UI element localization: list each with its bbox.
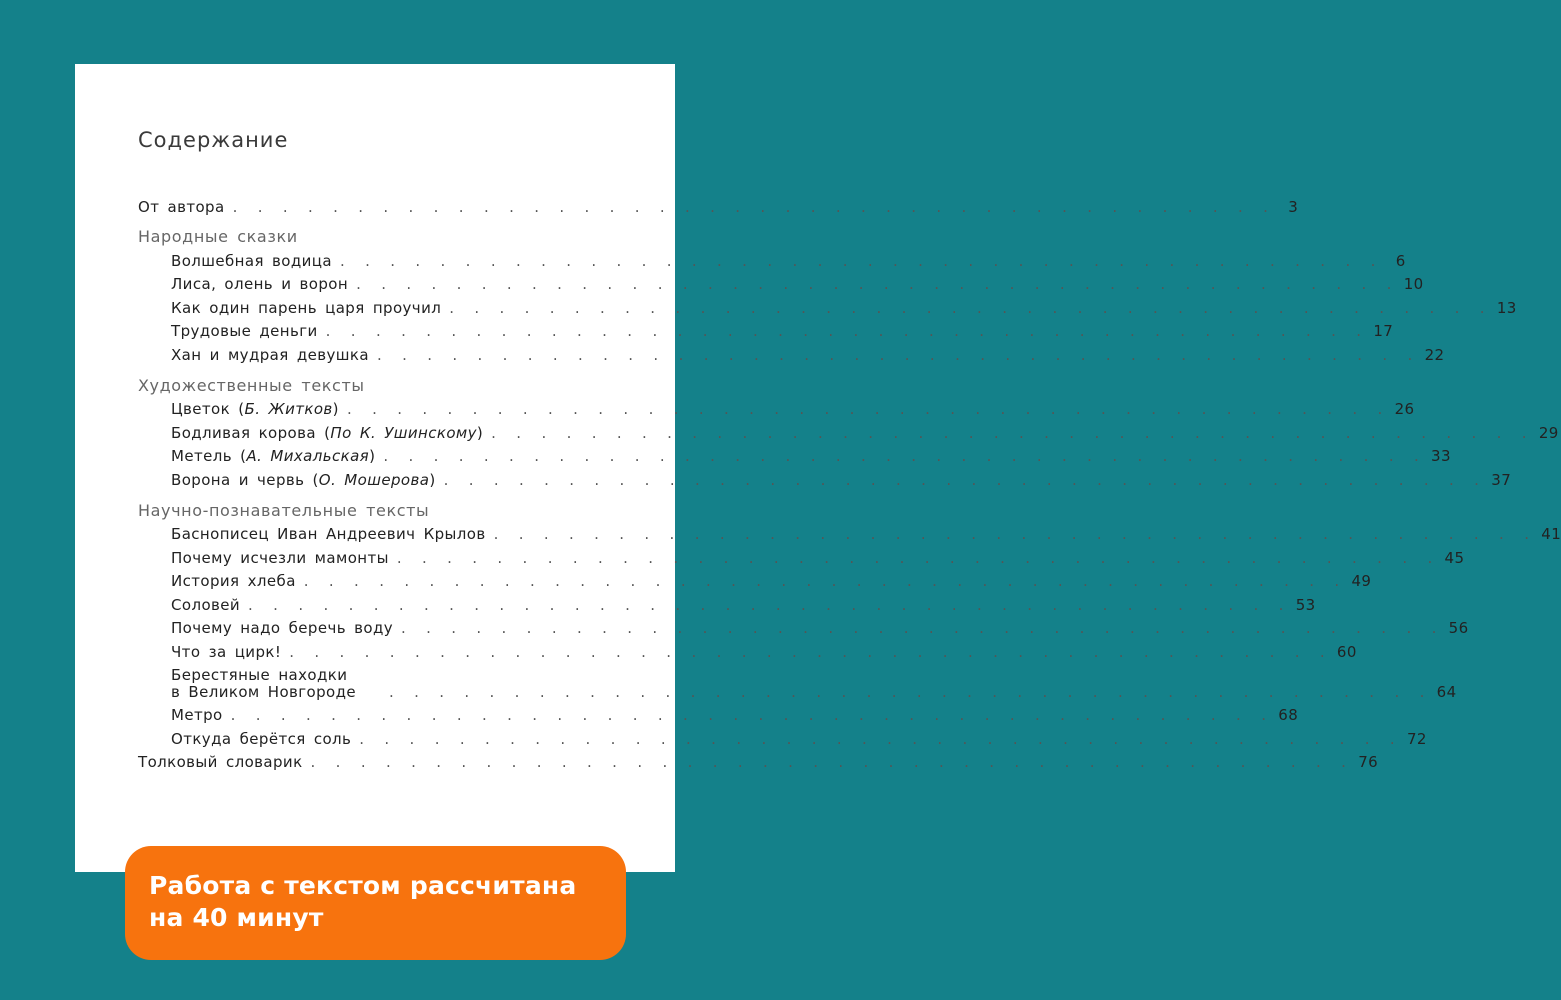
toc-entry: Почему надо беречь воду . . . . . . . . . . . . . . . . . . . . . . . . . . . . . . . . . . . . . . . . . . 56 [171,619,1469,637]
toc-entry: Берестяные находки в Великом Новгороде . . . . . . . . . . . . . . . . . . . . . . . . . . . . . . . . . . . . . . . . . . 64 [171,665,1457,701]
toc-leader-dots: . . . . . . . . . . . . . . . . . . . . . . . . . . . . . . . . . . . . . . . . . . [230,706,1273,724]
author-name: А. Михальская [246,447,370,465]
toc-entry-label: От автора [138,198,225,216]
toc-leader-dots: . . . . . . . . . . . . . . . . . . . . . . . . . . . . . . . . . . . . . . . . . . [232,198,1275,216]
toc-entry: Ворона и червь (О. Мошерова) . . . . . . . . . . . . . . . . . . . . . . . . . . . . . . . . . . . . . . . . . . 37 [171,470,1512,489]
toc-entry: Цветок (Б. Житков) . . . . . . . . . . . . . . . . . . . . . . . . . . . . . . . . . . . . . . . . . . 26 [171,400,1415,418]
toc-entry: История хлеба . . . . . . . . . . . . . . . . . . . . . . . . . . . . . . . . . . . . . . . . . . 49 [171,572,1372,590]
toc-leader-dots: . . . . . . . . . . . . . . . . . . . . . . . . . . . . . . . . . . . . . . . . . . [310,753,1353,771]
toc-leader-dots: . . . . . . . . . . . . . . . . . . . . . . . . . . . . . . . . . . . . . . . . . . [289,642,1331,661]
toc-entry-glossary: Толковый словарик . . . . . . . . . . . . . . . . . . . . . . . . . . . . . . . . . . . . . . . . . . 76 [138,753,1379,771]
toc-entry-line1: Берестяные находки [171,665,348,684]
toc-leader-dots: . . . . . . . . . . . . . . . . . . . . . . . . . . . . . . . . . . . . . . . . . . [401,619,1443,637]
toc-leader-dots: . . . . . . . . . . . . . . . . . . . . . . . . . . . . . . . . . . . . . . . . . . [303,572,1346,590]
reading-time-banner [125,846,626,960]
author-name: По К. Ушинскому [330,423,477,442]
book-page [75,64,1561,872]
table-of-contents [138,192,1561,771]
toc-leader-dots: . . . . . . . . . . . . . . . . . . . . . . . . . . . . . . . . . . . . . . . . . . [325,322,1368,340]
toc-title: Содержание [138,128,289,152]
toc-entry: Почему исчезли мамонты . . . . . . . . . . . . . . . . . . . . . . . . . . . . . . . . . . . . . . . . . . 45 [171,548,1465,567]
toc-leader-dots: . . . . . . . . . . . . . . . . . . . . . . . . . . . . . . . . . . . . . . . . . . [248,595,1290,614]
toc-section-heading: Научно-познавательные тексты [138,500,430,520]
toc-entry: Баснописец Иван Андреевич Крылов . . . . . . . . . . . . . . . . . . . . . . . . . . . . . . . . . . . . . . . . . . 41 [171,525,1561,543]
toc-leader-dots: . . . . . . . . . . . . . . . . . . . . . . . . . . . . . . . . . . . . . . . . . . [443,470,1486,489]
toc-entry: Хан и мудрая девушка . . . . . . . . . . . . . . . . . . . . . . . . . . . . . . . . . . . . . . . . . . 22 [171,345,1445,364]
toc-leader-dots: . . . . . . . . . . . . . . . . . . . . . . . . . . . . . . . . . . . . . . . . . . [449,298,1491,317]
toc-section-heading: Художественные тексты [138,375,365,395]
toc-entry: Бодливая корова (По К. Ушинскому) . . . . . . . . . . . . . . . . . . . . . . . . . . . . . . . . . . . . . . . . . . 29 [171,423,1559,442]
toc-entry: Что за цирк! . . . . . . . . . . . . . . . . . . . . . . . . . . . . . . . . . . . . . . . . . . 60 [171,642,1357,661]
toc-entry: Трудовые деньги . . . . . . . . . . . . . . . . . . . . . . . . . . . . . . . . . . . . . . . . . . 17 [171,322,1394,340]
author-name: Б. Житков [244,400,333,418]
toc-leader-dots: . . . . . . . . . . . . . . . . . . . . . . . . . . . . . . . . . . . . . . . . . . [383,447,1426,465]
toc-entry: Как один парень царя проучил . . . . . . . . . . . . . . . . . . . . . . . . . . . . . . . . . . . . . . . . . . 13 [171,298,1517,317]
toc-leader-dots: . . . . . . . . . . . . . . . . . . . . . . . . . . . . . . . . . . . . . . . . . . [340,251,1382,270]
toc-leader-dots: . . . . . . . . . . . . . . . . . . . . . . . . . . . . . . . . . . . . . . . . . . [491,423,1533,442]
banner-text: Работа с текстом рассчитана на 40 минут [149,871,577,932]
toc-entry: Метро . . . . . . . . . . . . . . . . . . . . . . . . . . . . . . . . . . . . . . . . . . 68 [171,706,1299,724]
toc-leader-dots: . . . . . . . . . . . . . . . . . . . . . . . . . . . . . . . . . . . . . . . . . . [359,729,1401,748]
toc-entry: Откуда берётся соль . . . . . . . . . . . . . . . . . . . . . . . . . . . . . . . . . . . . . . . . . . 72 [171,729,1427,748]
toc-entry: Волшебная водица . . . . . . . . . . . . . . . . . . . . . . . . . . . . . . . . . . . . . . . . . . 6 [171,251,1406,270]
toc-leader-dots: . . . . . . . . . . . . . . . . . . . . . . . . . . . . . . . . . . . . . . . . . . [493,525,1536,543]
author-name: О. Мошерова [318,470,430,489]
toc-leader-dots: . . . . . . . . . . . . . . . . . . . . . . . . . . . . . . . . . . . . . . . . . . [346,400,1389,418]
toc-entry: Соловей . . . . . . . . . . . . . . . . . . . . . . . . . . . . . . . . . . . . . . . . . . 53 [171,595,1316,614]
toc-entry: Лиса, олень и ворон . . . . . . . . . . . . . . . . . . . . . . . . . . . . . . . . . . . . . . . . . . 10 [171,275,1424,293]
toc-leader-dots: . . . . . . . . . . . . . . . . . . . . . . . . . . . . . . . . . . . . . . . . . . [396,548,1439,567]
toc-section-heading: Народные сказки [138,227,298,246]
toc-leader-dots: . . . . . . . . . . . . . . . . . . . . . . . . . . . . . . . . . . . . . . . . . . [356,275,1398,293]
toc-entry-author [138,192,1299,216]
toc-entry: Метель (А. Михальская) . . . . . . . . . . . . . . . . . . . . . . . . . . . . . . . . . . . . . . . . . . 33 [171,447,1451,465]
toc-leader-dots: . . . . . . . . . . . . . . . . . . . . . . . . . . . . . . . . . . . . . . . . . . [389,682,1431,701]
toc-leader-dots: . . . . . . . . . . . . . . . . . . . . . . . . . . . . . . . . . . . . . . . . . . [376,345,1419,364]
toc-page-number: 3 [1288,198,1299,216]
toc-entry-line2: в Великом Новгороде [171,682,357,701]
